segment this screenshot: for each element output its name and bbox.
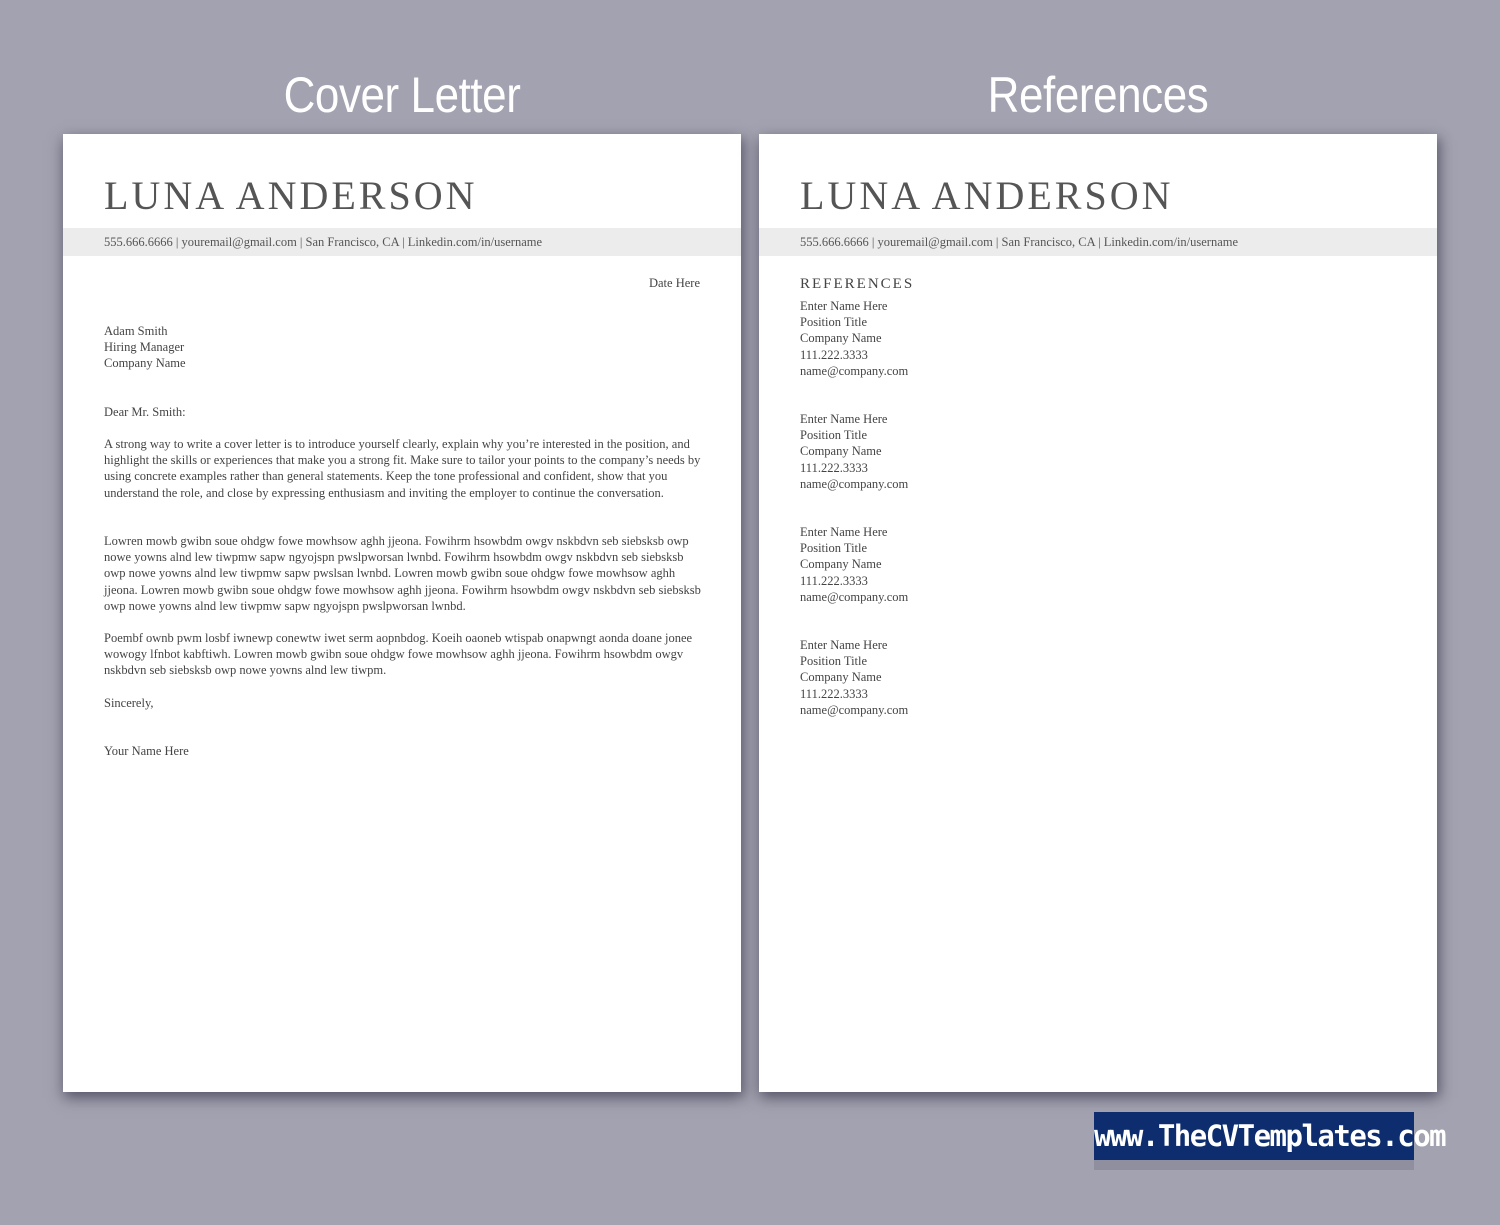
cover-letter-page xyxy=(63,134,741,1092)
recipient-title: Hiring Manager xyxy=(104,340,185,355)
reference-company: Company Name xyxy=(800,557,882,572)
references-heading: REFERENCES xyxy=(800,276,915,292)
reference-title: Position Title xyxy=(800,541,868,556)
reference-title: Position Title xyxy=(800,654,868,669)
reference-title: Position Title xyxy=(800,428,868,443)
reference-company: Company Name xyxy=(800,331,882,346)
references-page xyxy=(759,134,1437,1092)
candidate-name: LUNA ANDERSON xyxy=(104,173,478,218)
letter-date: Date Here xyxy=(648,276,700,290)
reference-phone: 111.222.3333 xyxy=(800,573,868,588)
cover-letter-label: Cover Letter xyxy=(283,67,521,123)
reference-company: Company Name xyxy=(800,670,882,685)
reference-entry xyxy=(800,411,908,492)
reference-entry xyxy=(800,637,908,718)
candidate-name: LUNA ANDERSON xyxy=(800,173,1174,218)
letter-paragraph: Lowren mowb gwibn soue ohdgw fowe mowhsow aghh jjeona. Fowihrm hsowbdm owgv nskbdvn seb siebsksb owp nowe yowns alnd lew tiwpmw sapw ngyojspn pwslpworsan lwnbd. Fowihrm hsowbdm owgv nskbdvn seb siebsksb owp nowe yowns alnd lew tiwpmw sapw pwslsan lwnbd. Lowren mowb gwibn soue ohdgw fowe mowhsow aghh jjeona. Lowren mowb gwibn soue ohdgw fowe mowhsow aghh jjeona. Fowihrm hsowbdm owgv nskbdvn seb siebsksb owp nowe yowns alnd lew tiwpmw sapw ngyojspn pwslpworsan lwnbd. xyxy=(104,534,701,613)
brand-badge xyxy=(1094,1112,1446,1170)
contact-info: 555.666.6666 | youremail@gmail.com | San Francisco, CA | Linkedin.com/in/username xyxy=(104,235,543,249)
reference-company: Company Name xyxy=(800,444,882,459)
contact-band xyxy=(759,228,1437,256)
reference-phone: 111.222.3333 xyxy=(800,347,868,362)
reference-entry xyxy=(800,298,908,379)
contact-info: 555.666.6666 | youremail@gmail.com | San Francisco, CA | Linkedin.com/in/username xyxy=(800,235,1239,249)
reference-email: name@company.com xyxy=(800,702,909,717)
reference-entry xyxy=(800,524,908,605)
references-label: References xyxy=(987,67,1209,123)
contact-band xyxy=(63,228,741,256)
signature: Your Name Here xyxy=(104,744,189,758)
reference-name: Enter Name Here xyxy=(800,299,888,313)
recipient-company: Company Name xyxy=(104,356,186,371)
recipient-block xyxy=(104,323,186,372)
reference-name: Enter Name Here xyxy=(800,638,888,652)
reference-phone: 111.222.3333 xyxy=(800,686,868,701)
salutation: Dear Mr. Smith: xyxy=(104,405,186,419)
reference-name: Enter Name Here xyxy=(800,525,888,539)
brand-url: www.TheCVTemplates.com xyxy=(1094,1119,1446,1153)
reference-email: name@company.com xyxy=(800,476,909,491)
letter-paragraph: A strong way to write a cover letter is to introduce yourself clearly, explain why you’re interested in the position, and highlight the skills or experiences that make you a strong fit. Make sure to tailor your points to the company’s needs by using concrete examples rather than general statements. Keep the tone professional and confident, show that you understand the role, and close by expressing enthusiasm and inviting the employer to continue the conversation. xyxy=(104,437,701,500)
closing: Sincerely, xyxy=(104,696,154,710)
reference-title: Position Title xyxy=(800,315,868,330)
recipient-name: Adam Smith xyxy=(104,324,168,338)
reference-email: name@company.com xyxy=(800,363,909,378)
letter-paragraph: Poembf ownb pwm losbf iwnewp conewtw iwet serm aopnbdog. Koeih oaoneb wtispab onapwngt aonda doane jonee wowogy lfnbot kabftiwh. Lowren mowb gwibn soue ohdgw fowe mowhsow aghh jjeona. Fowihrm hsowbdm owgv nskbdvn seb siebsksb owp nowe yowns alnd lew tiwpm. xyxy=(104,631,693,678)
reference-email: name@company.com xyxy=(800,589,909,604)
reference-phone: 111.222.3333 xyxy=(800,460,868,475)
brand-underline xyxy=(1094,1160,1414,1170)
reference-name: Enter Name Here xyxy=(800,412,888,426)
